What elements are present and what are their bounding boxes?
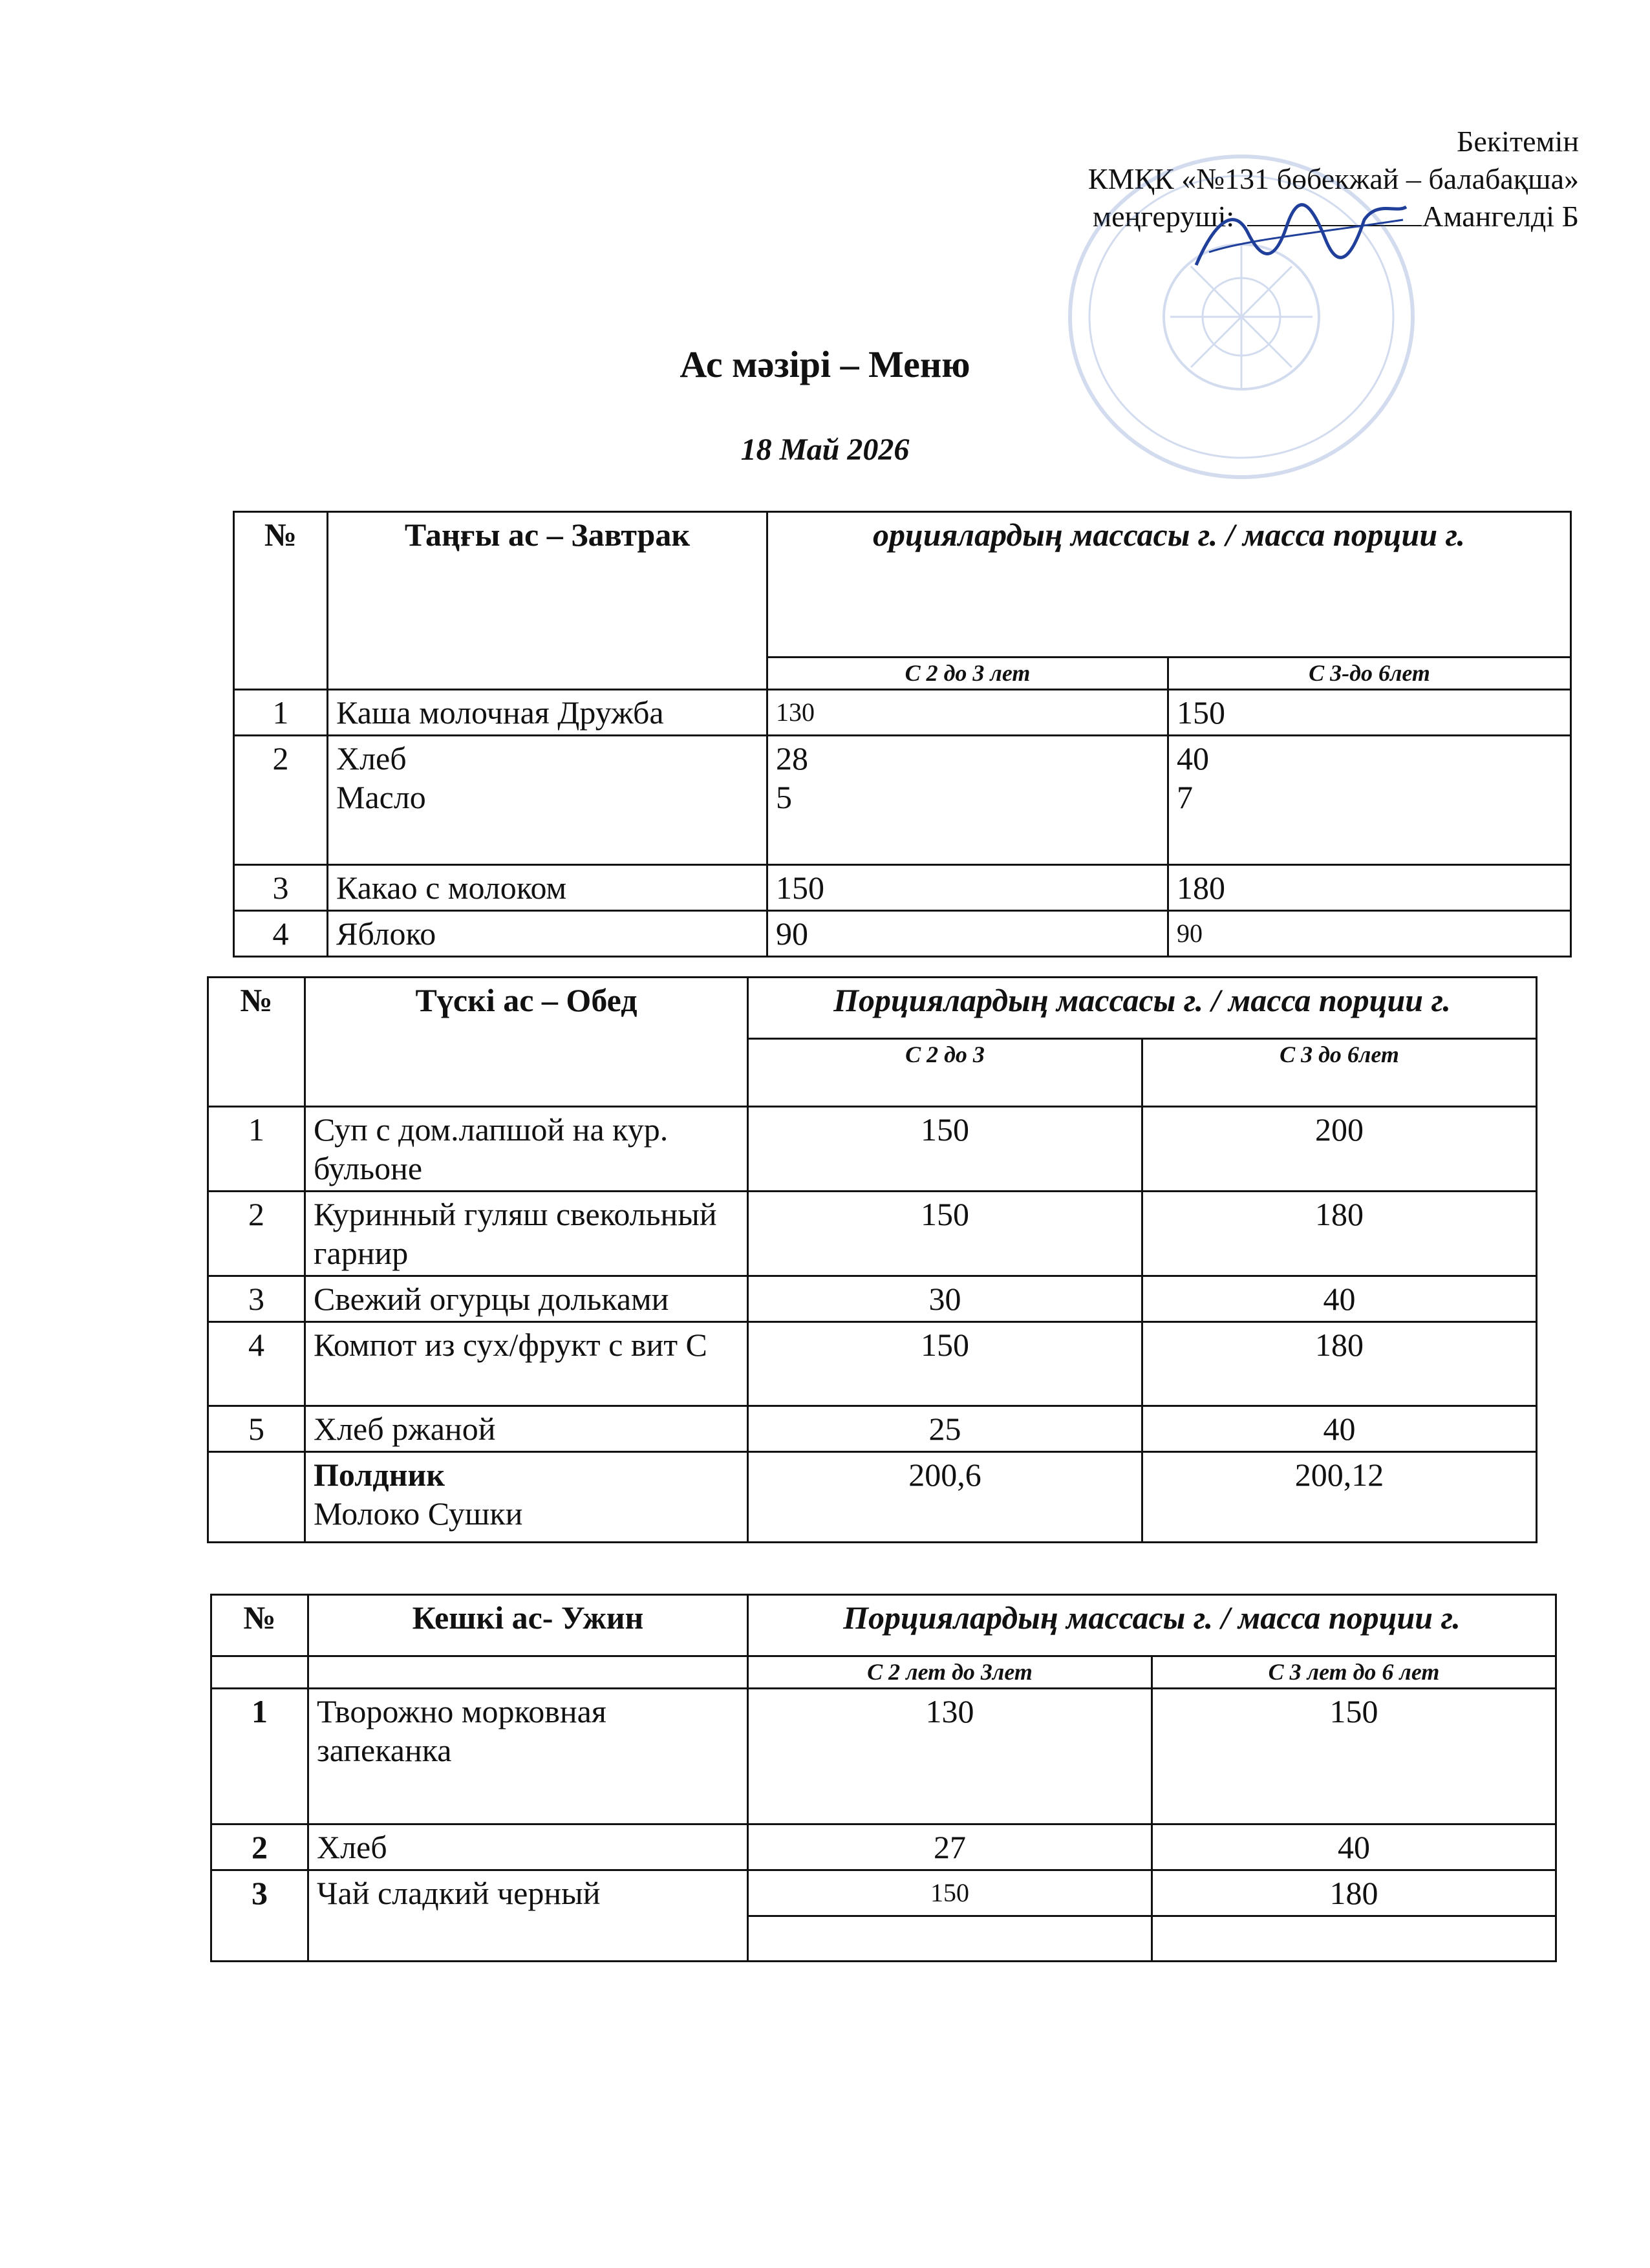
age-group-header-1: С 2 до 3 [748,1039,1142,1107]
col-number-header: № [234,512,328,690]
row-number [208,1452,305,1543]
blank-cell [308,1656,748,1689]
portion-value: 180 [1142,1192,1537,1276]
portion-value: 40 [1152,1824,1556,1870]
portion-value: 180 [1142,1322,1537,1406]
portion-line: 40 [1177,740,1209,776]
portion-value: 25 [748,1406,1142,1452]
age-group-header-2: С 3 до 6лет [1142,1039,1537,1107]
snack-title: Полдник [314,1457,445,1493]
portion-value: 200 [1142,1107,1537,1192]
age-group-header-2: С 3-до 6лет [1168,658,1571,690]
table-row [234,736,1571,865]
dish-name: Чай сладкий черный [308,1870,748,1962]
portion-value: 130 [748,1689,1152,1824]
blank-cell [748,1916,1152,1962]
menu-date: 18 Май 2026 [740,433,910,467]
portion-value: 90 [1168,911,1571,957]
dish-name: Свежий огурцы дольками [305,1276,748,1322]
dish-line: Масло [336,779,426,815]
portion-value: 90 [767,911,1168,957]
table-row [208,1192,1537,1276]
age-group-header-1: С 2 лет до 3лет [748,1656,1152,1689]
row-number: 5 [208,1406,305,1452]
page-title: Ас мәзірі – Меню [680,343,970,385]
table-row [208,1107,1537,1192]
col-meal-header: Таңғы ас – Завтрак [328,512,767,690]
portion-line: 28 [776,740,808,776]
col-number-header: № [211,1595,308,1656]
table-row [234,865,1571,911]
portion-value: 180 [1168,865,1571,911]
age-group-header-2: С 3 лет до 6 лет [1152,1656,1556,1689]
dish-name: Компот из сух/фрукт с вит С [305,1322,748,1406]
row-number: 3 [211,1870,308,1962]
dinner-table [210,1594,1557,1962]
row-number: 2 [208,1192,305,1276]
portion-value: 150 [1168,690,1571,736]
portion-value [1168,736,1571,865]
snack-items: Молоко Сушки [314,1495,523,1532]
row-number: 2 [234,736,328,865]
table-row [208,1406,1537,1452]
dish-name [328,736,767,865]
breakfast-table [233,511,1572,957]
portion-value: 150 [1152,1689,1556,1824]
portion-value: 200,6 [748,1452,1142,1543]
dish-name: Суп с дом.лапшой на кур. бульоне [305,1107,748,1192]
portion-value: 180 [1152,1870,1556,1916]
row-number: 1 [234,690,328,736]
row-number: 4 [234,911,328,957]
portion-value: 200,12 [1142,1452,1537,1543]
dish-name: Хлеб [308,1824,748,1870]
signature [1190,194,1409,278]
col-mass-header: орциялардың массасы г. / масса порции г. [767,512,1571,658]
portion-value: 30 [748,1276,1142,1322]
dish-name [305,1452,748,1543]
row-number: 3 [208,1276,305,1322]
approval-title: Бекітемін [1457,125,1579,158]
portion-value: 27 [748,1824,1152,1870]
portion-value: 150 [748,1870,1152,1916]
dish-name: Хлеб ржаной [305,1406,748,1452]
row-number: 2 [211,1824,308,1870]
dish-name: Какао с молоком [328,865,767,911]
table-row [208,1276,1537,1322]
portion-line: 7 [1177,779,1193,815]
institution-name: КМҚК «№131 бөбекжай – балабақша» [1088,162,1579,195]
portion-line: 5 [776,779,792,815]
portion-value: 150 [748,1192,1142,1276]
head-name: Амангелді Б [1422,200,1579,233]
head-label: меңгеруші: [1093,200,1235,233]
lunch-table [207,976,1538,1543]
portion-value: 150 [748,1107,1142,1192]
portion-value: 40 [1142,1406,1537,1452]
table-row [211,1689,1556,1824]
table-row [211,1824,1556,1870]
dish-name: Куринный гуляш свекольный гарнир [305,1192,748,1276]
portion-value: 130 [767,690,1168,736]
table-row [234,911,1571,957]
dish-name: Творожно морковная запеканка [308,1689,748,1824]
table-row [211,1870,1556,1916]
dish-line: Хлеб [336,740,407,776]
col-mass-header: Порциялардың массасы г. / масса порции г. [748,978,1537,1039]
dish-name: Каша молочная Дружба [328,690,767,736]
row-number: 4 [208,1322,305,1406]
portion-value: 40 [1142,1276,1537,1322]
col-mass-header: Порциялардың массасы г. / масса порции г. [748,1595,1556,1656]
row-number: 3 [234,865,328,911]
portion-value: 150 [767,865,1168,911]
row-number: 1 [208,1107,305,1192]
age-group-header-1: С 2 до 3 лет [767,658,1168,690]
table-row [234,690,1571,736]
col-meal-header: Түскі ас – Обед [305,978,748,1107]
blank-cell [1152,1916,1556,1962]
portion-value [767,736,1168,865]
col-number-header: № [208,978,305,1107]
table-row [208,1452,1537,1543]
row-number: 1 [211,1689,308,1824]
portion-value: 150 [748,1322,1142,1406]
table-row [208,1322,1537,1406]
blank-cell [211,1656,308,1689]
dish-name: Яблоко [328,911,767,957]
col-meal-header: Кешкі ас- Ужин [308,1595,748,1656]
